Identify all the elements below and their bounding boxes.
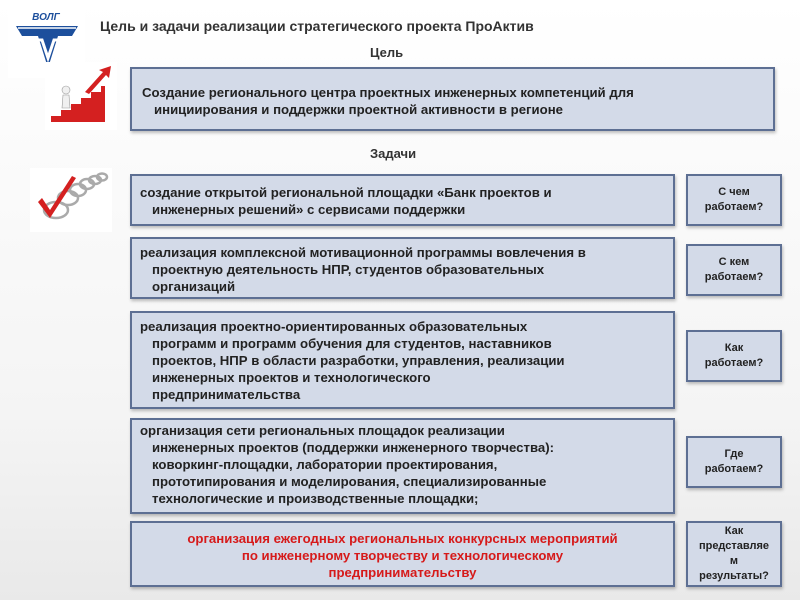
task-line: организаций [152,279,236,294]
task-line: технологические и производственные площадки; [152,491,479,506]
question-box [686,521,782,587]
stairs-arrow-icon [45,62,117,130]
task-line: прототипирования и моделирования, специализированные [152,474,547,489]
question-box [686,330,782,382]
question-text: результаты? [699,570,769,582]
question-text: Как [724,525,744,537]
question-text: С чем [718,186,750,198]
task-line: инженерных проектов (поддержки инженерного творчества): [152,440,555,455]
question-text: С кем [718,256,750,268]
svg-text:ВОЛГ: ВОЛГ [32,12,60,23]
task-line: организация сети региональных площадок реализации [140,423,505,438]
question-text: работаем? [704,201,764,213]
question-text: Где [724,448,744,460]
task-box [130,311,675,409]
task-line: по инженерному творчеству и технологическому [241,548,564,563]
task-box [130,418,675,514]
question-box [686,244,782,296]
goal-heading: Цель [370,45,404,60]
question-text: работаем? [704,271,764,283]
question-text: работаем? [704,463,764,475]
question-text: представляе [698,540,770,552]
question-text: работаем? [704,357,764,369]
question-box [686,436,782,488]
task-line: создание открытой региональной площадки «Банк проектов и [140,185,552,200]
checkmark-icon [30,168,112,232]
task-line: проектов, НПР в области разработки, управления, реализации [152,353,565,368]
goal-line: инициирования и поддержки проектной активности в регионе [154,102,563,117]
question-text: Как [724,342,744,354]
task-line: программ и программ обучения для студентов, наставников [152,336,552,351]
task-box [130,174,675,226]
task-line: коворкинг-площадки, лаборатории проектирования, [152,457,498,472]
tasks-heading: Задачи [370,146,417,161]
goal-box [130,67,775,131]
goal-line: Создание регионального центра проектных инженерных компетенций для [142,85,634,100]
task-box-highlighted [130,521,675,587]
task-line: предпринимательства [152,387,301,402]
task-line: предпринимательству [328,565,477,580]
task-box [130,237,675,299]
task-line: реализация комплексной мотивационной программы вовлечения в [140,245,586,260]
page-title: Цель и задачи реализации стратегического проекта ПроАктив [100,18,534,34]
question-text: м [729,555,739,567]
task-line: инженерных решений» с сервисами поддержки [152,202,466,217]
task-line: инженерных проектов и технологического [152,370,431,385]
task-line: организация ежегодных региональных конкурсных мероприятий [187,531,618,546]
task-line: проектную деятельность НПР, студентов образовательных [152,262,545,277]
question-box [686,174,782,226]
task-line: реализация проектно-ориентированных образовательных [140,319,528,334]
